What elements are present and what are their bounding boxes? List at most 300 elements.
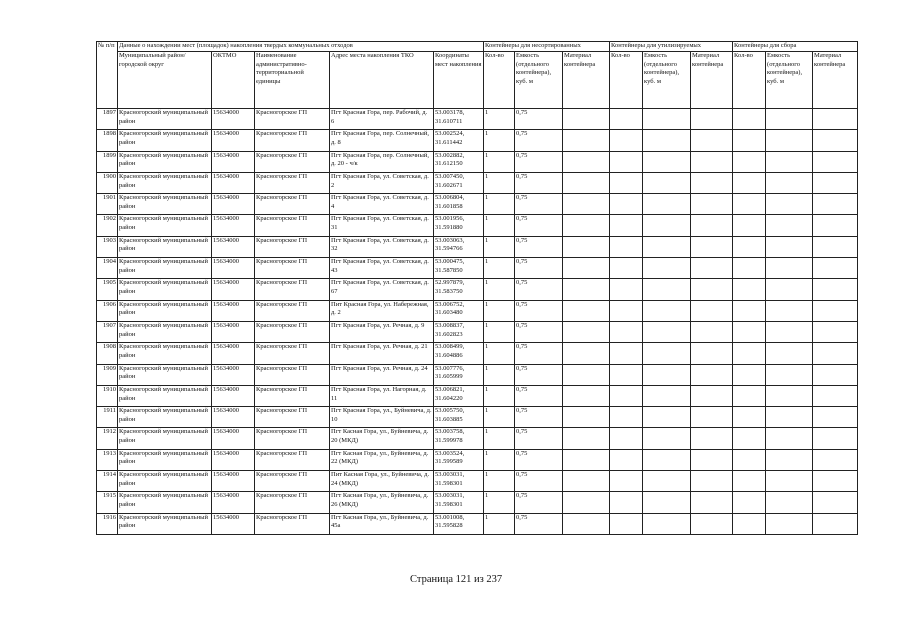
row-unsorted-count: 1 bbox=[484, 385, 515, 406]
row-recycle-material bbox=[691, 492, 733, 513]
row-collect-count bbox=[733, 279, 766, 300]
row-unsorted-material bbox=[563, 215, 610, 236]
row-number: 1911 bbox=[97, 407, 118, 428]
row-recycle-volume bbox=[643, 492, 691, 513]
row-recycle-volume bbox=[643, 109, 691, 130]
row-address: Пгт Красная Гора, ул. Нагорная, д. 11 bbox=[330, 385, 434, 406]
row-unsorted-count: 1 bbox=[484, 151, 515, 172]
row-unsorted-volume: 0,75 bbox=[515, 428, 563, 449]
row-district: Красногорский муниципальный район bbox=[118, 513, 212, 534]
row-admin-unit: Красногорское ГП bbox=[255, 449, 330, 470]
row-district: Красногорский муниципальный район bbox=[118, 492, 212, 513]
row-collect-count bbox=[733, 321, 766, 342]
row-number: 1913 bbox=[97, 449, 118, 470]
table-row bbox=[97, 385, 858, 406]
row-admin-unit: Красногорское ГП bbox=[255, 321, 330, 342]
row-coords: 53.006821, 31.604220 bbox=[434, 385, 484, 406]
row-oktmo: 15634000 bbox=[212, 364, 255, 385]
row-unsorted-volume: 0,75 bbox=[515, 130, 563, 151]
row-collect-volume bbox=[766, 109, 813, 130]
page-number: Страница 121 из 237 bbox=[410, 574, 503, 585]
row-unsorted-count: 1 bbox=[484, 343, 515, 364]
row-unsorted-material bbox=[563, 172, 610, 193]
header-group-data: Данные о нахождении мест (площадок) накопления твердых коммунальных отходов bbox=[118, 42, 484, 52]
row-recycle-count bbox=[610, 109, 643, 130]
row-admin-unit: Красногорское ГП bbox=[255, 343, 330, 364]
row-collect-material bbox=[813, 492, 858, 513]
row-coords: 53.003063, 31.594766 bbox=[434, 236, 484, 257]
row-address: Пгт Касная Гора, ул., Буйневича, д. 22 (МКД) bbox=[330, 449, 434, 470]
row-recycle-count bbox=[610, 215, 643, 236]
row-recycle-volume bbox=[643, 428, 691, 449]
row-coords: 53.006804, 31.601858 bbox=[434, 194, 484, 215]
row-collect-volume bbox=[766, 513, 813, 534]
row-recycle-volume bbox=[643, 130, 691, 151]
row-coords: 53.008499, 31.604886 bbox=[434, 343, 484, 364]
row-collect-count bbox=[733, 449, 766, 470]
row-unsorted-material bbox=[563, 385, 610, 406]
row-recycle-volume bbox=[643, 172, 691, 193]
row-recycle-volume bbox=[643, 321, 691, 342]
row-address: Пгт Красная Гора, ул. Речная, д. 21 bbox=[330, 343, 434, 364]
row-district: Красногорский муниципальный район bbox=[118, 194, 212, 215]
row-admin-unit: Красногорское ГП bbox=[255, 172, 330, 193]
header-oktmo: ОКТМО bbox=[212, 52, 255, 109]
row-coords: 53.002882, 31.612150 bbox=[434, 151, 484, 172]
row-recycle-material bbox=[691, 236, 733, 257]
row-unsorted-material bbox=[563, 343, 610, 364]
row-collect-count bbox=[733, 258, 766, 279]
row-recycle-count bbox=[610, 407, 643, 428]
row-recycle-material bbox=[691, 172, 733, 193]
row-district: Красногорский муниципальный район bbox=[118, 109, 212, 130]
row-unsorted-volume: 0,75 bbox=[515, 236, 563, 257]
row-address: Пгт Красная Гора, ул. Советская, д. 31 bbox=[330, 215, 434, 236]
table-row bbox=[97, 151, 858, 172]
row-address: Пгт Красная Гора, ул. Речная, д. 24 bbox=[330, 364, 434, 385]
row-unsorted-volume: 0,75 bbox=[515, 449, 563, 470]
row-district: Красногорский муниципальный район bbox=[118, 258, 212, 279]
row-district: Красногорский муниципальный район bbox=[118, 471, 212, 492]
header-row-groups bbox=[97, 42, 858, 52]
header-group-unsorted: Контейнеры для несортированных bbox=[484, 42, 610, 52]
row-oktmo: 15634000 bbox=[212, 321, 255, 342]
row-address: Пгт Красная Гора, пер. Солнечный, д. 20 - ч/к bbox=[330, 151, 434, 172]
row-collect-material bbox=[813, 428, 858, 449]
row-collect-volume bbox=[766, 385, 813, 406]
row-collect-volume bbox=[766, 194, 813, 215]
row-collect-volume bbox=[766, 279, 813, 300]
row-unsorted-volume: 0,75 bbox=[515, 407, 563, 428]
row-address: Пгт Красная Гора, пер. Рабочий, д. 6 bbox=[330, 109, 434, 130]
row-unsorted-material bbox=[563, 109, 610, 130]
row-unsorted-material bbox=[563, 279, 610, 300]
row-oktmo: 15634000 bbox=[212, 194, 255, 215]
row-recycle-count bbox=[610, 364, 643, 385]
row-collect-volume bbox=[766, 343, 813, 364]
row-number: 1915 bbox=[97, 492, 118, 513]
row-recycle-volume bbox=[643, 236, 691, 257]
row-collect-count bbox=[733, 130, 766, 151]
header-collect-count: Кол-во bbox=[733, 52, 766, 109]
row-unsorted-material bbox=[563, 258, 610, 279]
row-number: 1902 bbox=[97, 215, 118, 236]
row-number: 1908 bbox=[97, 343, 118, 364]
row-oktmo: 15634000 bbox=[212, 172, 255, 193]
row-unsorted-volume: 0,75 bbox=[515, 279, 563, 300]
row-unsorted-volume: 0,75 bbox=[515, 385, 563, 406]
table-row bbox=[97, 471, 858, 492]
row-district: Красногорский муниципальный район bbox=[118, 300, 212, 321]
row-recycle-volume bbox=[643, 215, 691, 236]
table-row bbox=[97, 364, 858, 385]
row-district: Красногорский муниципальный район bbox=[118, 172, 212, 193]
row-address: Пгт Красная Гора, пер. Солнечный, д. 8 bbox=[330, 130, 434, 151]
row-recycle-material bbox=[691, 109, 733, 130]
row-collect-volume bbox=[766, 492, 813, 513]
row-coords: 53.007450, 31.602671 bbox=[434, 172, 484, 193]
row-number: 1899 bbox=[97, 151, 118, 172]
row-admin-unit: Красногорское ГП bbox=[255, 492, 330, 513]
row-recycle-material bbox=[691, 151, 733, 172]
row-recycle-material bbox=[691, 321, 733, 342]
row-recycle-volume bbox=[643, 151, 691, 172]
row-recycle-material bbox=[691, 215, 733, 236]
row-recycle-volume bbox=[643, 513, 691, 534]
row-number: 1904 bbox=[97, 258, 118, 279]
row-recycle-count bbox=[610, 130, 643, 151]
row-unsorted-count: 1 bbox=[484, 130, 515, 151]
row-collect-volume bbox=[766, 215, 813, 236]
row-recycle-count bbox=[610, 428, 643, 449]
row-recycle-count bbox=[610, 258, 643, 279]
table-row bbox=[97, 513, 858, 534]
row-collect-count bbox=[733, 471, 766, 492]
row-recycle-count bbox=[610, 321, 643, 342]
row-number: 1905 bbox=[97, 279, 118, 300]
row-district: Красногорский муниципальный район bbox=[118, 321, 212, 342]
row-collect-material bbox=[813, 321, 858, 342]
row-admin-unit: Красногорское ГП bbox=[255, 279, 330, 300]
row-district: Красногорский муниципальный район bbox=[118, 385, 212, 406]
row-unsorted-count: 1 bbox=[484, 428, 515, 449]
row-recycle-count bbox=[610, 513, 643, 534]
row-unsorted-count: 1 bbox=[484, 194, 515, 215]
row-recycle-count bbox=[610, 151, 643, 172]
row-unsorted-material bbox=[563, 449, 610, 470]
row-collect-material bbox=[813, 364, 858, 385]
row-collect-volume bbox=[766, 428, 813, 449]
row-oktmo: 15634000 bbox=[212, 471, 255, 492]
row-unsorted-material bbox=[563, 151, 610, 172]
row-collect-material bbox=[813, 236, 858, 257]
row-coords: 53.003031, 31.598301 bbox=[434, 492, 484, 513]
row-district: Красногорский муниципальный район bbox=[118, 364, 212, 385]
row-recycle-material bbox=[691, 513, 733, 534]
row-recycle-material bbox=[691, 385, 733, 406]
row-collect-volume bbox=[766, 172, 813, 193]
row-collect-count bbox=[733, 428, 766, 449]
row-district: Красногорский муниципальный район bbox=[118, 215, 212, 236]
row-collect-material bbox=[813, 300, 858, 321]
row-unsorted-count: 1 bbox=[484, 109, 515, 130]
row-oktmo: 15634000 bbox=[212, 449, 255, 470]
row-number: 1907 bbox=[97, 321, 118, 342]
row-unsorted-volume: 0,75 bbox=[515, 513, 563, 534]
row-admin-unit: Красногорское ГП bbox=[255, 258, 330, 279]
row-unsorted-count: 1 bbox=[484, 513, 515, 534]
row-coords: 53.003031, 31.598301 bbox=[434, 471, 484, 492]
row-collect-volume bbox=[766, 449, 813, 470]
row-collect-volume bbox=[766, 236, 813, 257]
row-unsorted-material bbox=[563, 471, 610, 492]
row-coords: 53.000475, 31.587850 bbox=[434, 258, 484, 279]
row-recycle-material bbox=[691, 130, 733, 151]
row-collect-count bbox=[733, 194, 766, 215]
header-unsorted-material: Материал контейнера bbox=[563, 52, 610, 109]
row-collect-count bbox=[733, 364, 766, 385]
table-row bbox=[97, 258, 858, 279]
row-recycle-volume bbox=[643, 385, 691, 406]
row-recycle-material bbox=[691, 300, 733, 321]
row-unsorted-volume: 0,75 bbox=[515, 172, 563, 193]
row-district: Красногорский муниципальный район bbox=[118, 449, 212, 470]
row-unsorted-count: 1 bbox=[484, 321, 515, 342]
header-district: Муниципальный район/городской округ bbox=[118, 52, 212, 109]
row-coords: 53.006752, 31.603480 bbox=[434, 300, 484, 321]
row-oktmo: 15634000 bbox=[212, 279, 255, 300]
row-unsorted-material bbox=[563, 513, 610, 534]
table-row bbox=[97, 279, 858, 300]
row-unsorted-count: 1 bbox=[484, 215, 515, 236]
row-unsorted-volume: 0,75 bbox=[515, 343, 563, 364]
row-unsorted-volume: 0,75 bbox=[515, 300, 563, 321]
row-admin-unit: Красногорское ГП bbox=[255, 300, 330, 321]
row-collect-count bbox=[733, 215, 766, 236]
row-unsorted-material bbox=[563, 428, 610, 449]
row-unsorted-material bbox=[563, 492, 610, 513]
row-recycle-volume bbox=[643, 471, 691, 492]
row-address: Пит Касная Гора, ул., Буйневича, д. 24 (МКД) bbox=[330, 471, 434, 492]
row-unsorted-count: 1 bbox=[484, 449, 515, 470]
row-unsorted-count: 1 bbox=[484, 172, 515, 193]
row-collect-material bbox=[813, 151, 858, 172]
row-number: 1914 bbox=[97, 471, 118, 492]
row-recycle-material bbox=[691, 343, 733, 364]
row-district: Красногорский муниципальный район bbox=[118, 279, 212, 300]
row-unsorted-count: 1 bbox=[484, 492, 515, 513]
row-address: Пит Красная Гора, ул. Набережная, д. 2 bbox=[330, 300, 434, 321]
row-collect-count bbox=[733, 300, 766, 321]
row-coords: 53.001008, 31.595828 bbox=[434, 513, 484, 534]
row-district: Красногорский муниципальный район bbox=[118, 130, 212, 151]
row-oktmo: 15634000 bbox=[212, 407, 255, 428]
row-admin-unit: Красногорское ГП bbox=[255, 130, 330, 151]
table-row bbox=[97, 236, 858, 257]
row-collect-volume bbox=[766, 471, 813, 492]
row-recycle-material bbox=[691, 364, 733, 385]
row-recycle-count bbox=[610, 343, 643, 364]
row-oktmo: 15634000 bbox=[212, 109, 255, 130]
row-admin-unit: Красногорское ГП bbox=[255, 215, 330, 236]
row-unsorted-count: 1 bbox=[484, 471, 515, 492]
row-collect-material bbox=[813, 130, 858, 151]
row-oktmo: 15634000 bbox=[212, 513, 255, 534]
table-row bbox=[97, 109, 858, 130]
row-collect-material bbox=[813, 279, 858, 300]
row-coords: 53.001956, 31.591880 bbox=[434, 215, 484, 236]
row-unsorted-volume: 0,75 bbox=[515, 151, 563, 172]
row-oktmo: 15634000 bbox=[212, 343, 255, 364]
row-unsorted-count: 1 bbox=[484, 407, 515, 428]
row-number: 1903 bbox=[97, 236, 118, 257]
table-row bbox=[97, 428, 858, 449]
row-district: Красногорский муниципальный район bbox=[118, 151, 212, 172]
row-district: Красногорский муниципальный район bbox=[118, 343, 212, 364]
row-recycle-volume bbox=[643, 279, 691, 300]
row-oktmo: 15634000 bbox=[212, 130, 255, 151]
row-recycle-material bbox=[691, 471, 733, 492]
row-collect-volume bbox=[766, 300, 813, 321]
row-coords: 53.003178, 31.610711 bbox=[434, 109, 484, 130]
row-collect-material bbox=[813, 407, 858, 428]
table-row bbox=[97, 449, 858, 470]
row-recycle-material bbox=[691, 449, 733, 470]
row-unsorted-volume: 0,75 bbox=[515, 194, 563, 215]
row-collect-count bbox=[733, 172, 766, 193]
row-recycle-count bbox=[610, 172, 643, 193]
row-coords: 53.003758, 31.599978 bbox=[434, 428, 484, 449]
row-recycle-count bbox=[610, 385, 643, 406]
row-coords: 53.002524, 31.611442 bbox=[434, 130, 484, 151]
row-unsorted-volume: 0,75 bbox=[515, 492, 563, 513]
row-number: 1910 bbox=[97, 385, 118, 406]
header-no: № п/п bbox=[97, 42, 118, 109]
row-collect-material bbox=[813, 109, 858, 130]
row-address: Пгт Красная Гора, ул., Буйневича, д. 10 bbox=[330, 407, 434, 428]
row-collect-material bbox=[813, 343, 858, 364]
row-oktmo: 15634000 bbox=[212, 492, 255, 513]
row-admin-unit: Красногорское ГП bbox=[255, 471, 330, 492]
row-collect-count bbox=[733, 151, 766, 172]
row-recycle-volume bbox=[643, 449, 691, 470]
row-collect-count bbox=[733, 513, 766, 534]
row-unsorted-material bbox=[563, 321, 610, 342]
row-collect-volume bbox=[766, 364, 813, 385]
row-unsorted-volume: 0,75 bbox=[515, 471, 563, 492]
row-address: Пгт Красная Гора, ул. Советская, д. 43 bbox=[330, 258, 434, 279]
row-recycle-material bbox=[691, 407, 733, 428]
row-collect-count bbox=[733, 343, 766, 364]
row-recycle-volume bbox=[643, 194, 691, 215]
row-collect-material bbox=[813, 513, 858, 534]
row-number: 1909 bbox=[97, 364, 118, 385]
row-collect-material bbox=[813, 215, 858, 236]
table-row bbox=[97, 215, 858, 236]
row-coords: 53.003524, 31.599589 bbox=[434, 449, 484, 470]
table-row bbox=[97, 321, 858, 342]
header-group-collect: Контейнеры для сбора bbox=[733, 42, 858, 52]
row-recycle-count bbox=[610, 300, 643, 321]
row-unsorted-volume: 0,75 bbox=[515, 215, 563, 236]
row-collect-count bbox=[733, 492, 766, 513]
row-number: 1901 bbox=[97, 194, 118, 215]
row-recycle-material bbox=[691, 258, 733, 279]
row-oktmo: 15634000 bbox=[212, 300, 255, 321]
row-address: Пгт Касная Гора, ул., Буйневича, д. 26 (МКД) bbox=[330, 492, 434, 513]
row-recycle-count bbox=[610, 449, 643, 470]
row-admin-unit: Красногорское ГП bbox=[255, 151, 330, 172]
row-admin-unit: Красногорское ГП bbox=[255, 194, 330, 215]
row-district: Красногорский муниципальный район bbox=[118, 407, 212, 428]
row-recycle-material bbox=[691, 428, 733, 449]
row-number: 1898 bbox=[97, 130, 118, 151]
row-number: 1916 bbox=[97, 513, 118, 534]
row-collect-count bbox=[733, 407, 766, 428]
row-admin-unit: Красногорское ГП bbox=[255, 364, 330, 385]
row-unsorted-material bbox=[563, 364, 610, 385]
table-row bbox=[97, 194, 858, 215]
row-unsorted-material bbox=[563, 407, 610, 428]
row-unsorted-material bbox=[563, 236, 610, 257]
row-unsorted-count: 1 bbox=[484, 236, 515, 257]
header-address: Адрес места накопления ТКО bbox=[330, 52, 434, 109]
header-collect-material: Материал контейнера bbox=[813, 52, 858, 109]
row-unsorted-material bbox=[563, 300, 610, 321]
row-collect-volume bbox=[766, 321, 813, 342]
row-unsorted-volume: 0,75 bbox=[515, 258, 563, 279]
table-row bbox=[97, 130, 858, 151]
row-recycle-volume bbox=[643, 343, 691, 364]
row-recycle-volume bbox=[643, 300, 691, 321]
row-recycle-volume bbox=[643, 407, 691, 428]
table-row bbox=[97, 172, 858, 193]
table-row bbox=[97, 343, 858, 364]
row-oktmo: 15634000 bbox=[212, 215, 255, 236]
row-collect-volume bbox=[766, 130, 813, 151]
table-row bbox=[97, 407, 858, 428]
row-coords: 53.005750, 31.603885 bbox=[434, 407, 484, 428]
header-recycle-material: Материал контейнера bbox=[691, 52, 733, 109]
row-recycle-material bbox=[691, 194, 733, 215]
row-collect-volume bbox=[766, 258, 813, 279]
row-collect-material bbox=[813, 471, 858, 492]
row-coords: 53.008837, 31.602823 bbox=[434, 321, 484, 342]
row-oktmo: 15634000 bbox=[212, 151, 255, 172]
row-unsorted-volume: 0,75 bbox=[515, 321, 563, 342]
row-admin-unit: Красногорское ГП bbox=[255, 513, 330, 534]
row-collect-material bbox=[813, 258, 858, 279]
row-recycle-volume bbox=[643, 364, 691, 385]
row-district: Красногорский муниципальный район bbox=[118, 236, 212, 257]
row-address: Пгт Красная Гора, ул. Советская, д. 32 bbox=[330, 236, 434, 257]
header-recycle-count: Кол-во bbox=[610, 52, 643, 109]
row-oktmo: 15634000 bbox=[212, 385, 255, 406]
row-collect-material bbox=[813, 194, 858, 215]
row-address: Пгт Красная Гора, ул. Речная, д. 9 bbox=[330, 321, 434, 342]
row-coords: 52.997879, 31.583750 bbox=[434, 279, 484, 300]
row-unsorted-volume: 0,75 bbox=[515, 364, 563, 385]
row-coords: 53.007776, 31.605999 bbox=[434, 364, 484, 385]
row-district: Красногорский муниципальный район bbox=[118, 428, 212, 449]
header-recycle-volume: Емкость (отдельного контейнера), куб. м bbox=[643, 52, 691, 109]
row-oktmo: 15634000 bbox=[212, 236, 255, 257]
row-address: Пгт Касная Гора, ул., Буйневича, д. 45а bbox=[330, 513, 434, 534]
row-collect-count bbox=[733, 385, 766, 406]
row-recycle-count bbox=[610, 471, 643, 492]
row-collect-material bbox=[813, 449, 858, 470]
header-unsorted-volume: Емкость (отдельного контейнера), куб. м bbox=[515, 52, 563, 109]
